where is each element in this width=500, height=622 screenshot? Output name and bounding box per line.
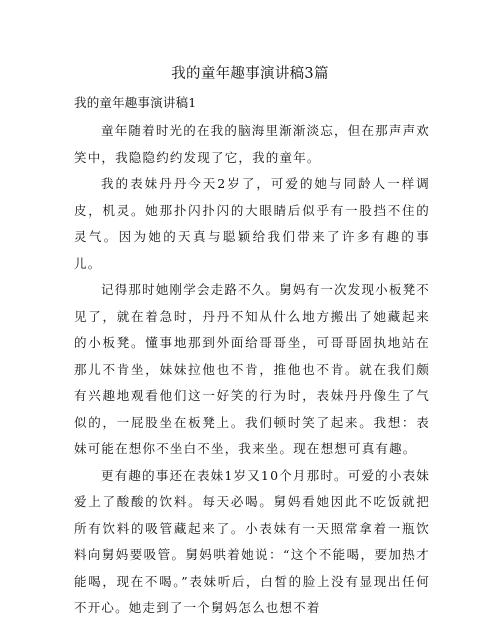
paragraph-1: 童年随着时光的在我的脑海里渐渐淡忘，但在那声声欢笑中，我隐隐约约发现了它，我的童年。 bbox=[74, 123, 430, 165]
document-title: 我的童年趣事演讲稿3篇 bbox=[171, 66, 329, 82]
section-heading: 我的童年趣事演讲稿1 bbox=[74, 95, 197, 110]
paragraph-2: 我的表妹丹丹今天2岁了，可爱的她与同龄人一样调皮，机灵。她那扑闪扑闪的大眼睛后似乎有一股挡不住的灵气。因为她的天真与聪颖给我们带来了许多有趣的事儿。 bbox=[74, 176, 430, 271]
paragraph-4: 更有趣的事还在表妹1岁又10个月那时。可爱的小表妹爱上了酸酸的饮料。每天必喝。舅妈看她因此不吃饭就把所有饮料的吸管藏起来了。小表妹有一天照常拿着一瓶饮料向舅妈要吸管。舅妈哄着她说：“这个不能喝，要加热才能喝，现在不喝。”表妹听后，白皙的脸上没有显现出任何不开心。她走到了一个舅妈怎么也想不着 bbox=[74, 467, 430, 615]
document-body bbox=[74, 118, 430, 622]
paragraph-3: 记得那时她刚学会走路不久。舅妈有一次发现小板凳不见了，就在着急时，丹丹不知从什么地方搬出了她藏起来的小板凳。懂事地那到外面给哥哥坐，可哥哥固执地站在那儿不肯坐，妹妹拉他也不肯，推他也不肯。就在我们颇有兴趣地观看他们这一好笑的行为时，表妹丹丹像生了气似的，一屁股坐在板凳上。我们顿时笑了起来。我想：表妹可能在想你不坐白不坐，我来坐。现在想想可真有趣。 bbox=[74, 282, 430, 456]
